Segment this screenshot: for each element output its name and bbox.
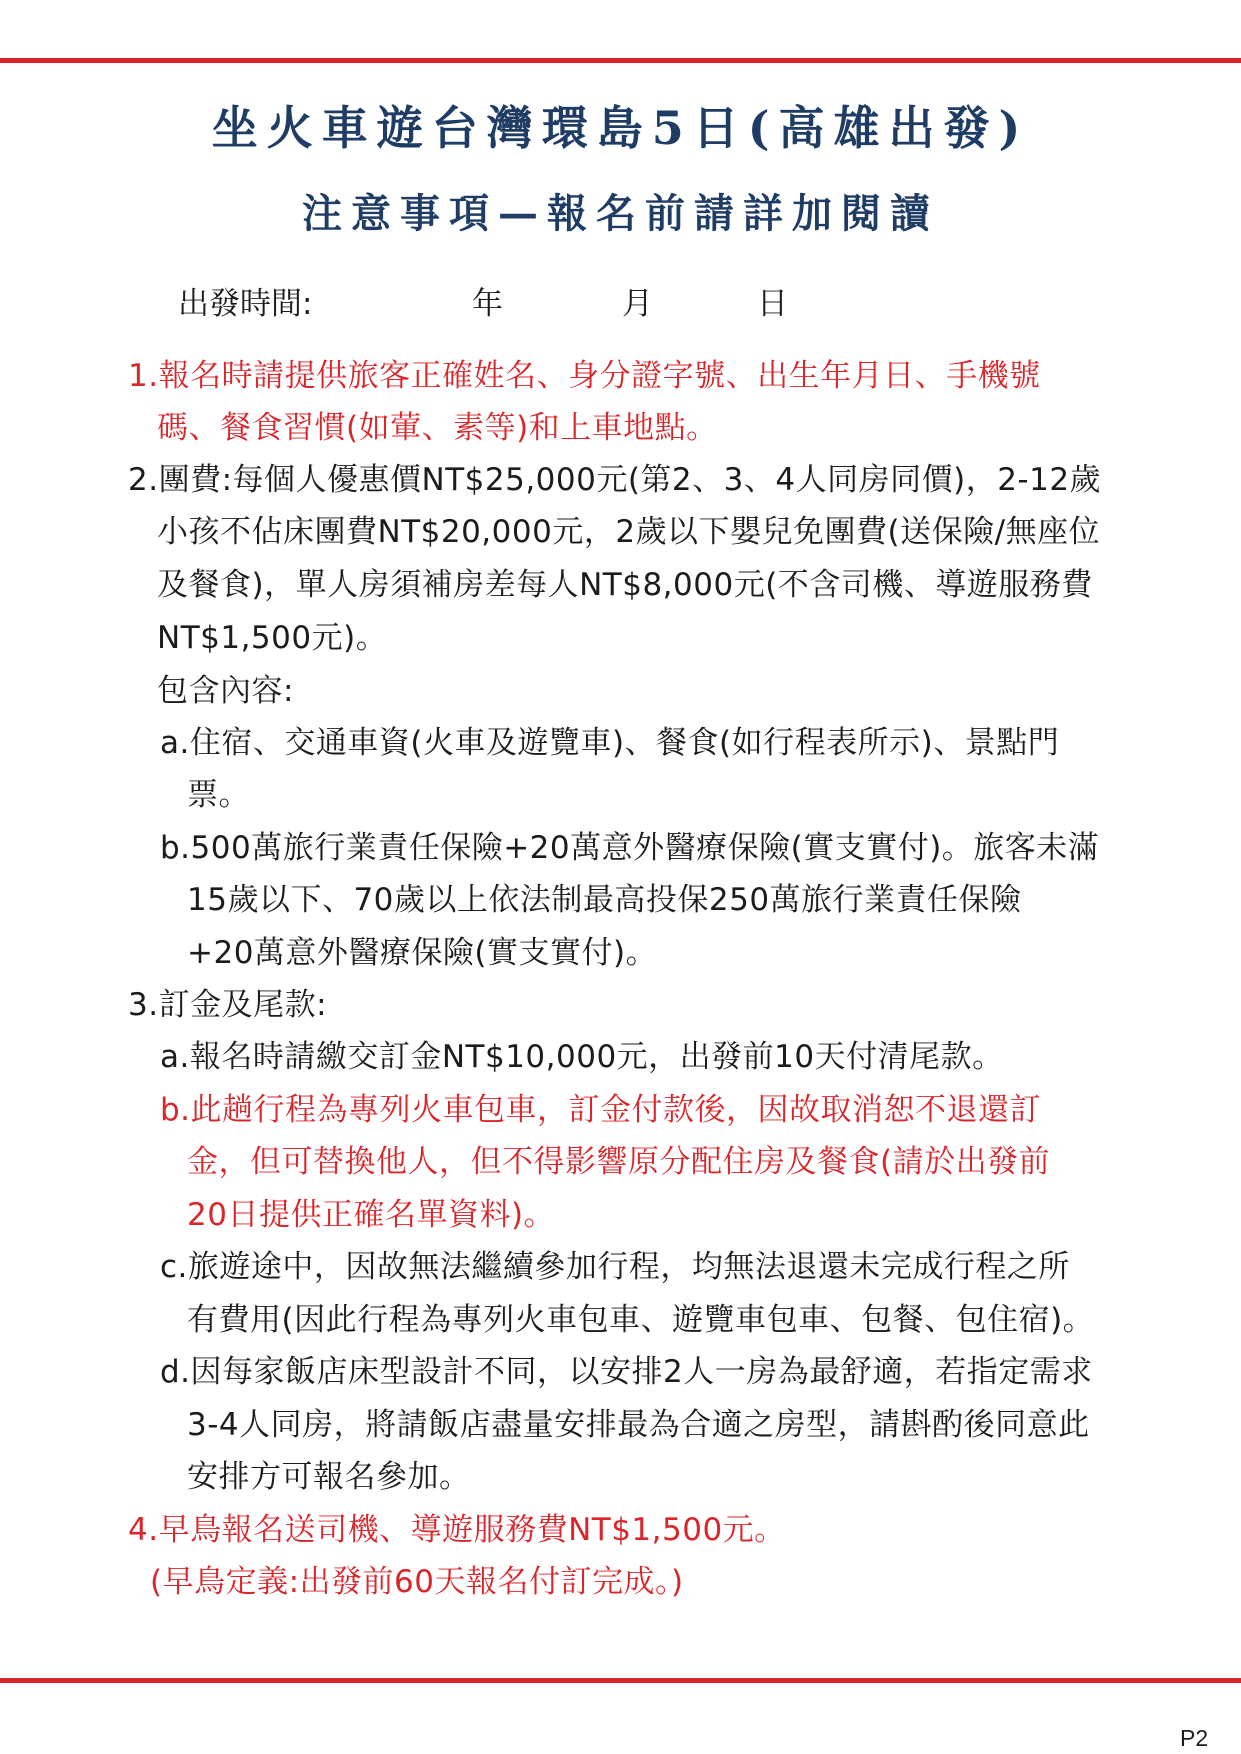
note-3-b-line-1: b.此趟行程為專列火車包車，訂金付款後，因故取消恕不退還訂 <box>160 1092 1042 1128</box>
note-4-line-1: 4.早鳥報名送司機、導遊服務費NT$1,500元。 <box>128 1512 786 1548</box>
note-2-line-1: 2.團費:每個人優惠價NT$25,000元(第2、3、4人同房同價)，2-12歲 <box>128 462 1102 498</box>
departure-year: 年 <box>472 286 503 322</box>
page-subtitle: 注意事項—報名前請詳加閱讀 <box>302 190 939 237</box>
note-3-c-line-1: c.旅遊途中，因故無法繼續參加行程，均無法退還未完成行程之所 <box>160 1249 1070 1285</box>
page-title: 坐火車遊台灣環島5日(高雄出發) <box>211 101 1030 155</box>
note-3-b-line-3: 20日提供正確名單資料)。 <box>187 1197 556 1233</box>
includes-a-line-2: 票。 <box>187 777 250 813</box>
note-3-a: a.報名時請繳交訂金NT$10,000元，出發前10天付清尾款。 <box>160 1039 1004 1075</box>
departure-day: 日 <box>757 286 788 322</box>
note-3-d-line-2: 3-4人同房，將請飯店盡量安排最為合適之房型，請斟酌後同意此 <box>187 1407 1090 1443</box>
departure-month: 月 <box>622 286 653 322</box>
note-3-b-line-2: 金，但可替換他人，但不得影響原分配住房及餐食(請於出發前 <box>187 1144 1051 1180</box>
note-3-c-line-2: 有費用(因此行程為專列火車包車、遊覽車包車、包餐、包住宿)。 <box>187 1302 1095 1338</box>
note-2-line-2: 小孩不佔床團費NT$20,000元，2歲以下嬰兒免團費(送保險/無座位 <box>157 514 1101 550</box>
note-1-line-2: 碼、餐食習慣(如葷、素等)和上車地點。 <box>157 410 718 446</box>
page-number: P2 <box>1180 1725 1209 1751</box>
includes-a-line-1: a.住宿、交通車資(火車及遊覽車)、餐食(如行程表所示)、景點門 <box>160 725 1060 761</box>
top-red-rule <box>0 58 1241 63</box>
note-4-line-2: (早鳥定義:出發前60天報名付訂完成。) <box>150 1564 684 1600</box>
includes-b-line-3: +20萬意外醫療保險(實支實付)。 <box>187 935 658 971</box>
bottom-red-rule <box>0 1678 1241 1683</box>
includes-b-line-2: 15歲以下、70歲以上依法制最高投保250萬旅行業責任保險 <box>187 882 1022 918</box>
note-2-line-3: 及餐食)，單人房須補房差每人NT$8,000元(不含司機、導遊服務費 <box>157 567 1093 603</box>
note-1-line-1: 1.報名時請提供旅客正確姓名、身分證字號、出生年月日、手機號 <box>128 358 1041 394</box>
includes-b-line-1: b.500萬旅行業責任保險+20萬意外醫療保險(實支實付)。旅客未滿 <box>160 830 1100 866</box>
note-3-heading: 3.訂金及尾款: <box>128 987 328 1023</box>
note-3-d-line-3: 安排方可報名參加。 <box>187 1459 471 1495</box>
note-2-line-4: NT$1,500元)。 <box>157 620 388 656</box>
note-3-d-line-1: d.因每家飯店床型設計不同，以安排2人一房為最舒適，若指定需求 <box>160 1354 1093 1390</box>
departure-label: 出發時間: <box>178 286 313 322</box>
includes-heading: 包含內容: <box>157 673 294 709</box>
